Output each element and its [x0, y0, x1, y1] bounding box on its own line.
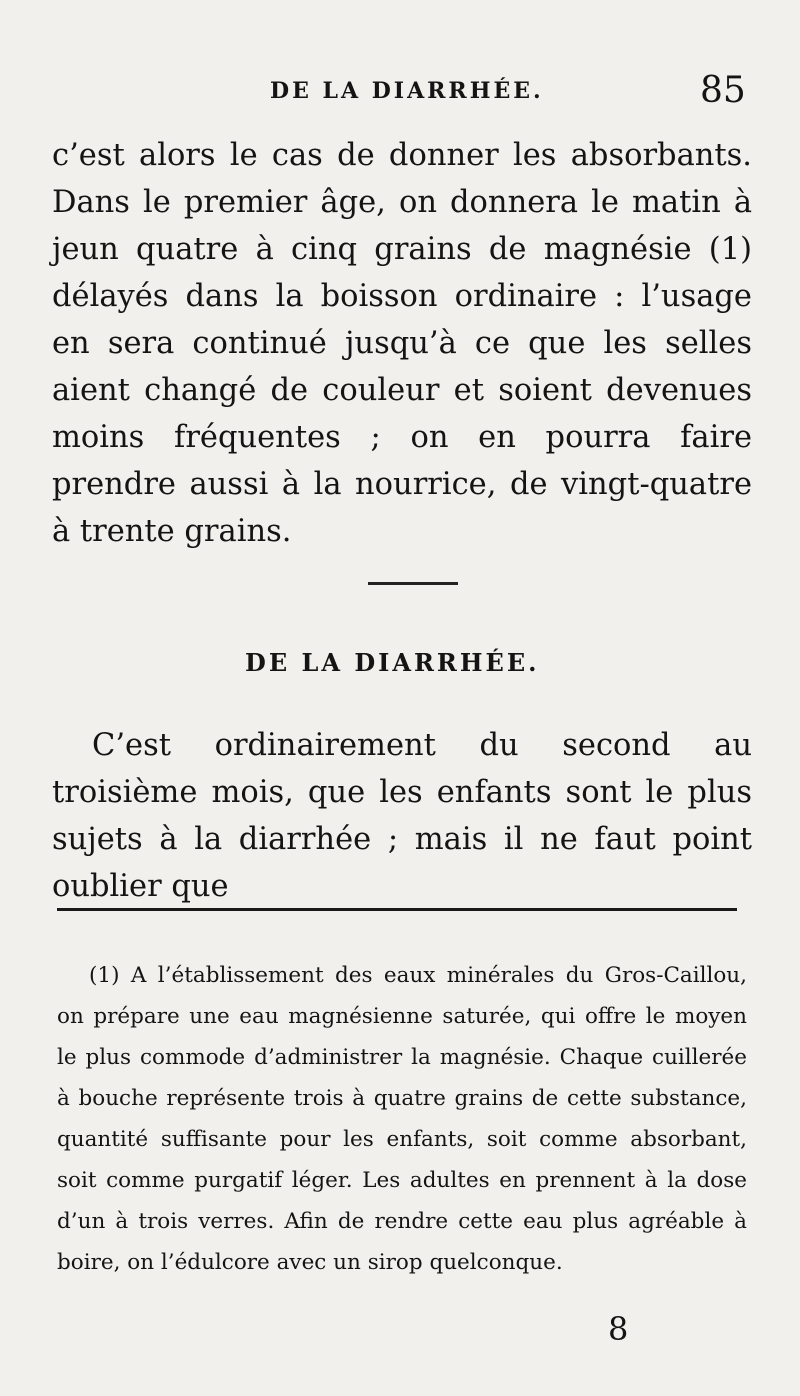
footnote — [57, 955, 747, 1283]
footnote-marker: (1) — [89, 963, 120, 988]
page-number: 85 — [700, 70, 746, 111]
signature-mark: 8 — [608, 1310, 629, 1348]
body-paragraph-2: C’est ordinairement du second au troisième mois, que les enfants sont le plus sujets à la diarrhée ; mais il ne faut point oublier que — [52, 728, 752, 904]
footnote-rule — [57, 908, 737, 911]
section-divider — [368, 582, 458, 585]
section-title: DE LA DIARRHÉE. — [245, 648, 540, 677]
running-head: DE LA DIARRHÉE. — [270, 78, 544, 104]
body-paragraph-1: c’est alors le cas de donner les absorbants. Dans le premier âge, on donnera le matin à jeun quatre à cinq grains de magnésie (1) délayés dans la boisson ordinaire : l’usage en sera continué jusqu’à ce que les selles aient changé de couleur et soient devenues moins fréquentes ; on en pourra faire prendre aussi à la nourrice, de vingt-quatre à trente grains. — [52, 138, 752, 549]
footnote-text: A l’établissement des eaux minérales du Gros-Caillou, on prépare une eau magnésienne saturée, qui offre le moyen le plus commode d’administrer la magnésie. Chaque cuillerée à bouche représente trois à quatre grains de cette substance, quantité suffisante pour les enfants, soit comme absorbant, soit comme purgatif léger. Les adultes en prennent à la dose d’un à trois verres. Afin de rendre cette eau plus agréable à boire, on l’édulcore avec un sirop quelconque. — [57, 963, 747, 1275]
